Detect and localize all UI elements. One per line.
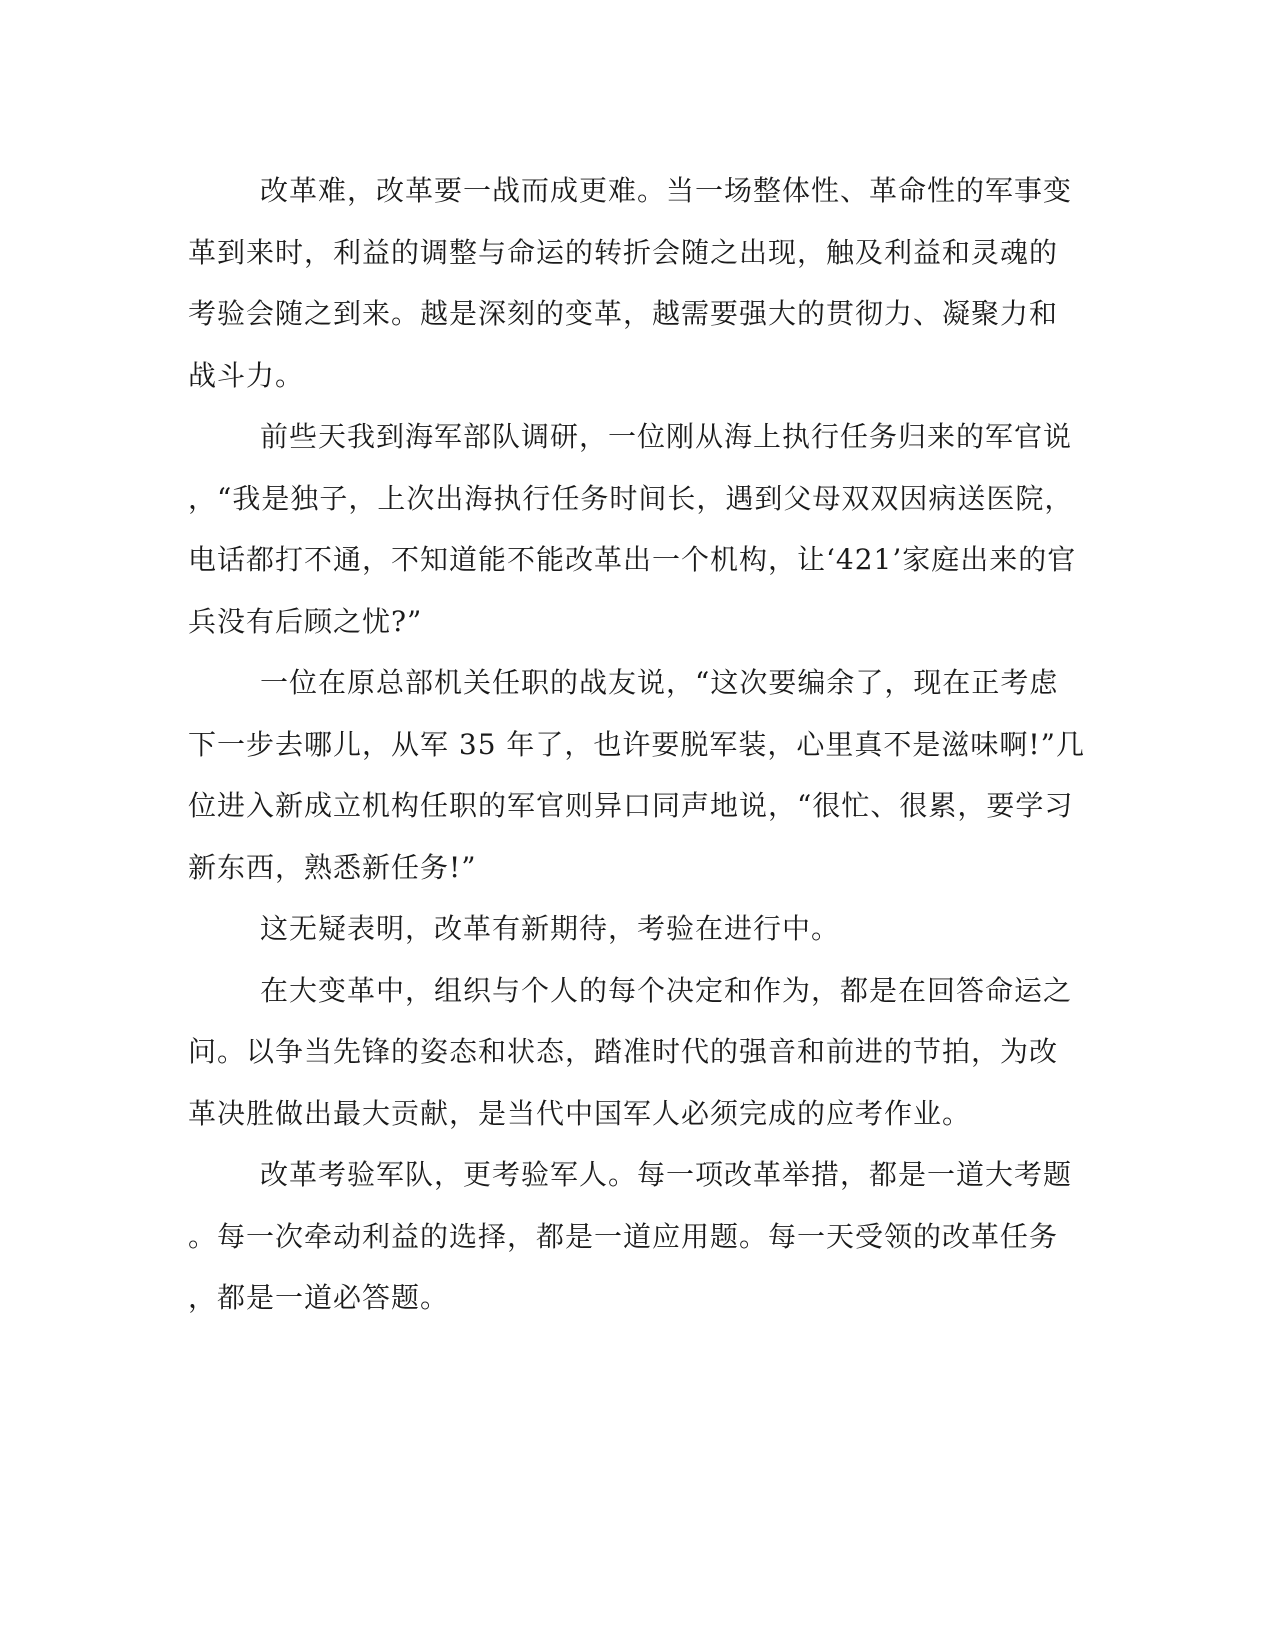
text-line: ，都是一道必答题。 (188, 1281, 450, 1314)
document-body (188, 160, 1088, 1329)
text-line: 改革难，改革要一战而成更难。当一场整体性、革命性的军事变 (260, 174, 1073, 207)
text-line: 考验会随之到来。越是深刻的变革，越需要强大的贯彻力、凝聚力和 (188, 297, 1059, 330)
text-line: 前些天我到海军部队调研，一位刚从海上执行任务归来的军官说 (260, 420, 1073, 453)
text-line: 位进入新成立机构任职的军官则异口同声地说，“很忙、很累，要学习 (188, 789, 1074, 822)
text-line: ，“我是独子，上次出海执行任务时间长，遇到父母双双因病送医院， (188, 481, 1074, 515)
text-line: 兵没有后顾之忧?” (188, 604, 423, 638)
text-line: 改革考验军队，更考验军人。每一项改革举措，都是一道大考题 (260, 1158, 1073, 1191)
text-line: 。每一次牵动利益的选择，都是一道应用题。每一天受领的改革任务 (188, 1219, 1059, 1253)
text-line: 问。以争当先锋的姿态和状态，踏准时代的强音和前进的节拍，为改 (188, 1035, 1059, 1068)
text-line: 革决胜做出最大贡献，是当代中国军人必须完成的应考作业。 (188, 1096, 972, 1130)
text-line: 在大变革中，组织与个人的每个决定和作为，都是在回答命运之 (260, 973, 1073, 1007)
text-line: 战斗力。 (188, 358, 305, 392)
text-line: 这无疑表明，改革有新期待，考验在进行中。 (260, 912, 841, 945)
text-line: 新东西，熟悉新任务!” (188, 850, 477, 884)
text-line: 下一步去哪儿，从军 35 年了，也许要脱军装，心里真不是滋味啊!”几 (188, 727, 1085, 761)
text-line: 革到来时，利益的调整与命运的转折会随之出现，触及利益和灵魂的 (188, 235, 1059, 269)
text-line: 一位在原总部机关任职的战友说，“这次要编余了，现在正考虑 (260, 666, 1059, 699)
text-line: 电话都打不通，不知道能不能改革出一个机构，让‘421’家庭出来的官 (188, 543, 1077, 576)
